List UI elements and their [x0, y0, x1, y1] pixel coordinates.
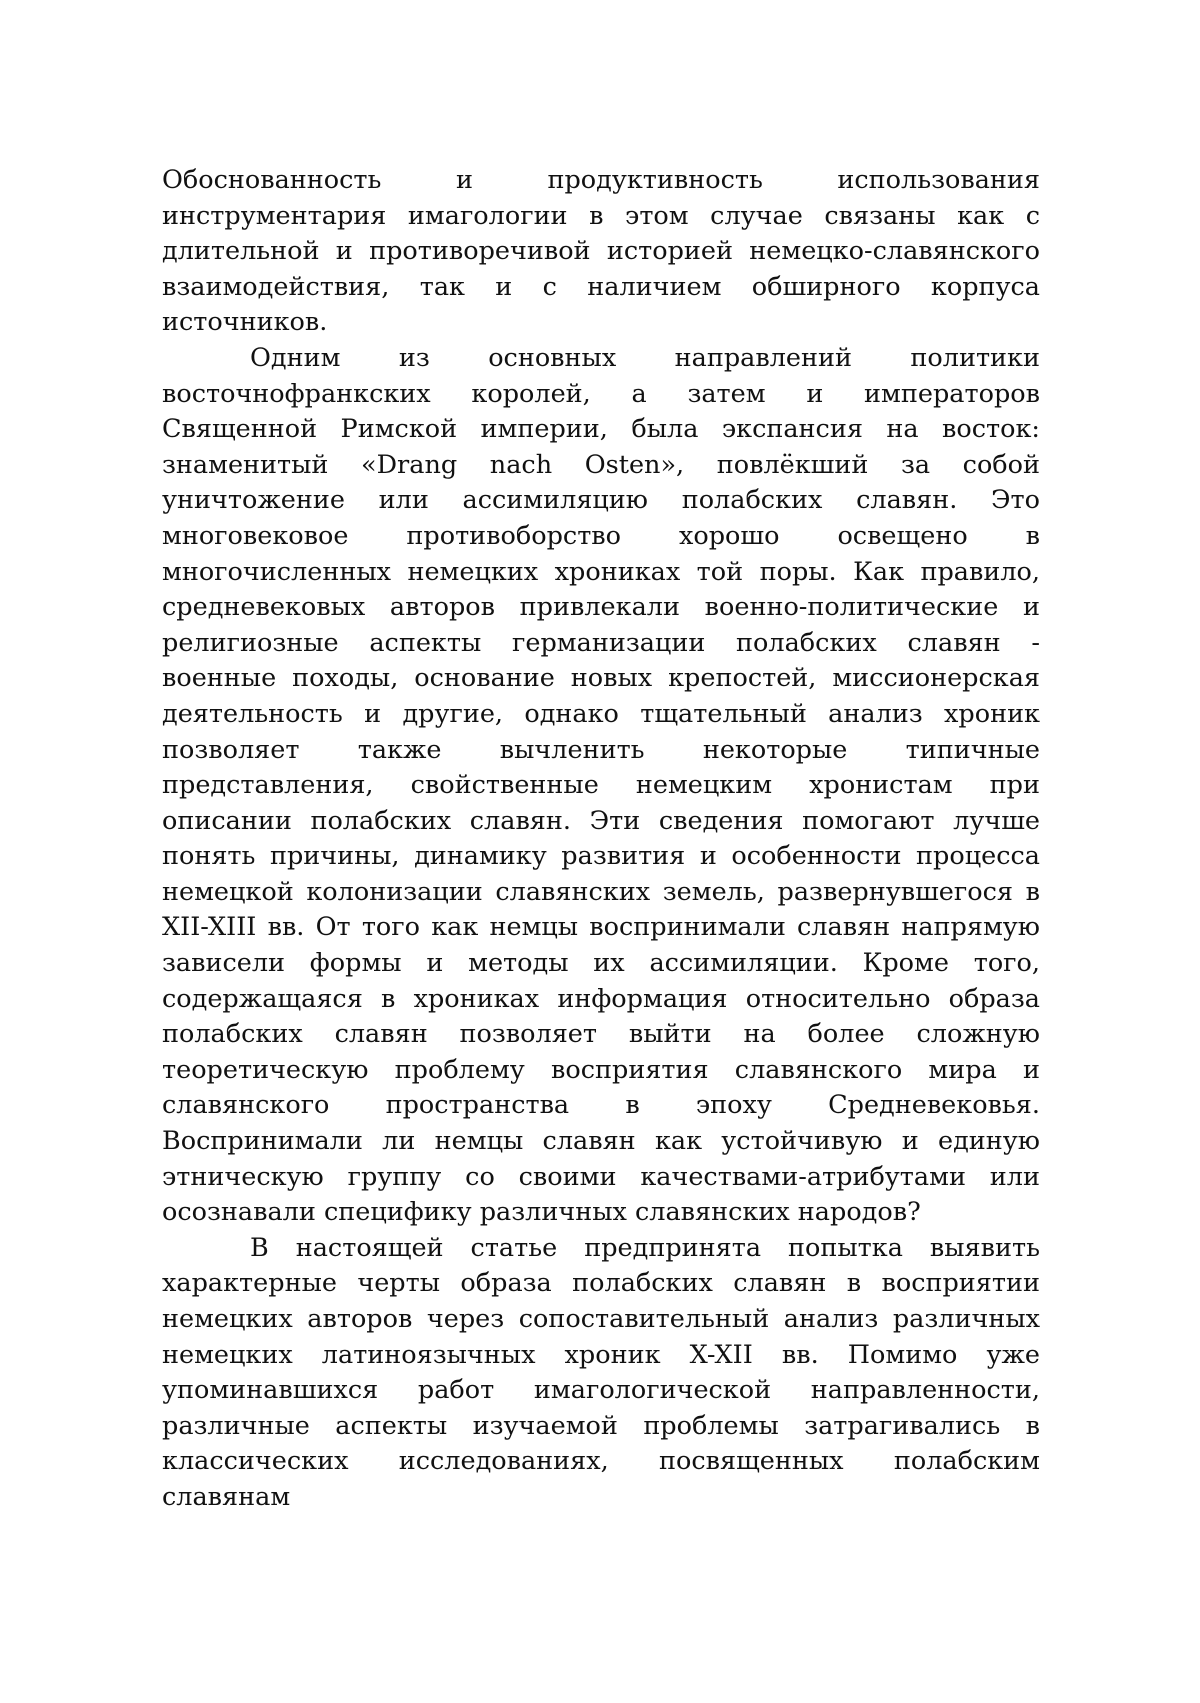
paragraph-intro: Обоснованность и продуктивность использования инструментария имагологии в этом случае связаны как с длительной и противоречивой историей немецко-славянского взаимодействия, так и с наличием обширного корпуса источников.: [162, 165, 1040, 338]
paragraph-expansion: Одним из основных направлений политики восточнофранкских королей, а затем и императоров Священной Римской империи, была экспансия на восток: знаменитый «Drang nach Osten», повлёкший за собой уничтожение или ассимиляцию полабских славян. Это многовековое противоборство хорошо освещено в многочисленных немецких хрониках той поры. Как правило, средневековых авторов привлекали военно-политические и религиозные аспекты германизации полабских славян - военные походы, основание новых крепостей, миссионерская деятельность и другие, однако тщательный анализ хроник позволяет также вычленить некоторые типичные представления, свойственные немецким хронистам при описании полабских славян. Эти сведения помогают лучше понять причины, динамику развития и особенности процесса немецкой колонизации славянских земель, развернувшегося в XII-XIII вв. От того как немцы воспринимали славян напрямую зависели формы и методы их ассимиляции. Кроме того, содержащаяся в хрониках информация относительно образа полабских славян позволяет выйти на более сложную теоретическую проблему восприятия славянского мира и славянского пространства в эпоху Средневековья. Воспринимали ли немцы славян как устойчивую и единую этническую группу со своими качествами-атрибутами или осознавали специфику различных славянских народов?: [162, 342, 1040, 1228]
paragraph-article-goal: В настоящей статье предпринята попытка выявить характерные черты образа полабских славян в восприятии немецких авторов через сопоставительный анализ различных немецких латиноязычных хроник X-XII вв. Помимо уже упоминавшихся работ имагологической направленности, различные аспекты изучаемой проблемы затрагивались в классических исследованиях, посвященных полабским славянам: [162, 1232, 1040, 1512]
body-text: [162, 163, 1040, 1516]
